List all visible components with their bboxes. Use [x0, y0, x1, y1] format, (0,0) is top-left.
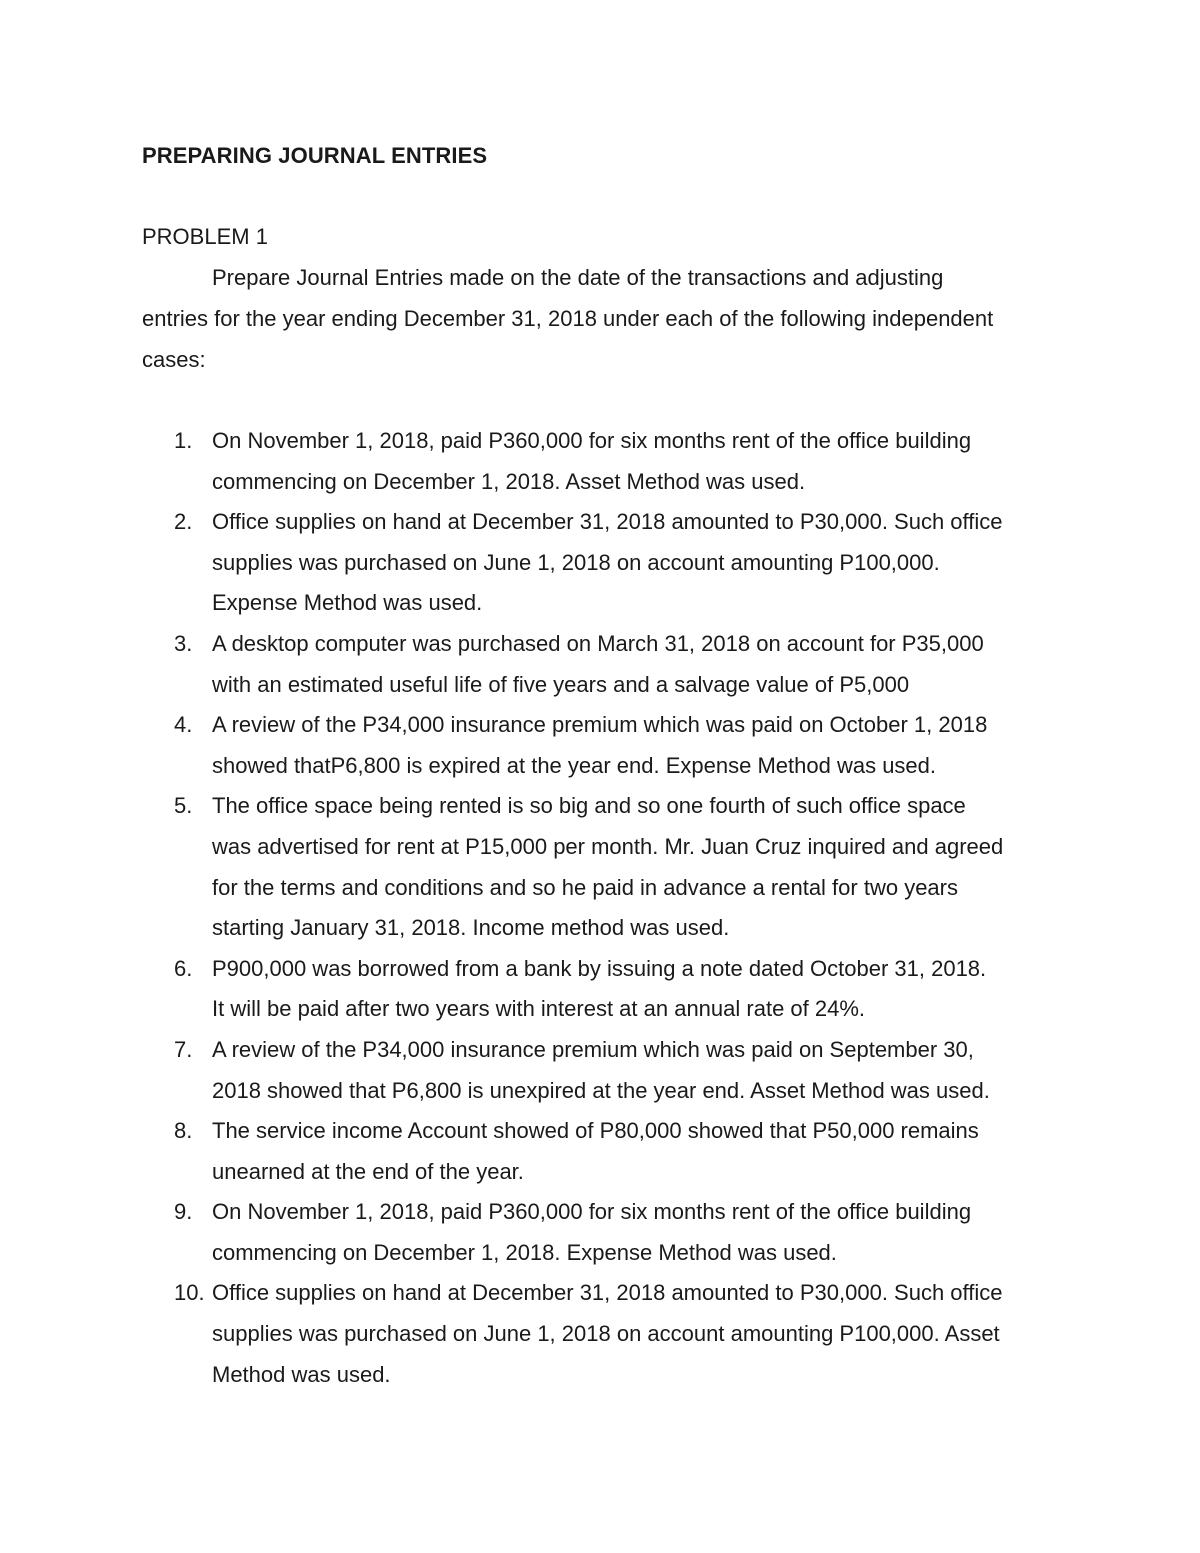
case-text-line: for the terms and conditions and so he paid in advance a rental for two years [212, 874, 958, 900]
case-text-line: commencing on December 1, 2018. Expense Method was used. [212, 1239, 837, 1265]
case-item [0, 1111, 1200, 1192]
case-item [0, 786, 1200, 948]
case-text-line: with an estimated useful life of five years and a salvage value of P5,000 [212, 671, 910, 697]
case-text-line: P900,000 was borrowed from a bank by issuing a note dated October 31, 2018. [212, 955, 987, 981]
case-number: 1. [174, 428, 193, 453]
case-text-line: Office supplies on hand at December 31, 2018 amounted to P30,000. Such office [212, 1280, 1003, 1306]
case-text-line: commencing on December 1, 2018. Asset Method was used. [212, 468, 806, 494]
document-title: PREPARING JOURNAL ENTRIES [142, 143, 488, 168]
case-item [0, 421, 1200, 502]
case-text-line: A review of the P34,000 insurance premium which was paid on October 1, 2018 [212, 712, 988, 738]
case-number: 8. [174, 1118, 193, 1144]
case-item [0, 1030, 1200, 1111]
case-text-line: The office space being rented is so big and so one fourth of such office space [212, 793, 966, 819]
case-text-line: The service income Account showed of P80,000 showed that P50,000 remains [212, 1118, 979, 1144]
case-item [0, 624, 1200, 705]
case-text-line: 2018 showed that P6,800 is unexpired at the year end. Asset Method was used. [212, 1077, 990, 1103]
case-text-line: supplies was purchased on June 1, 2018 on account amounting P100,000. [212, 549, 940, 575]
case-list [0, 421, 1200, 1395]
case-number: 9. [174, 1199, 193, 1225]
case-number: 10. [174, 1280, 205, 1306]
case-text-line: On November 1, 2018, paid P360,000 for six months rent of the office building [212, 1199, 972, 1225]
case-number: 4. [174, 712, 193, 738]
case-item [0, 502, 1200, 624]
instructions-line: Prepare Journal Entries made on the date of the transactions and adjusting [212, 265, 944, 290]
case-text-line: unearned at the end of the year. [212, 1158, 524, 1184]
problem-label: PROBLEM 1 [142, 224, 268, 249]
case-text-line: starting January 31, 2018. Income method was used. [212, 915, 730, 941]
case-item [0, 1192, 1200, 1273]
case-text-line: A review of the P34,000 insurance premium which was paid on September 30, [212, 1036, 974, 1062]
case-text-line: Expense Method was used. [212, 590, 483, 616]
case-item [0, 1273, 1200, 1395]
case-number: 7. [174, 1036, 193, 1062]
case-item [0, 705, 1200, 786]
case-number: 3. [174, 630, 193, 656]
case-text-line: It will be paid after two years with interest at an annual rate of 24%. [212, 996, 866, 1022]
case-text-line: Method was used. [212, 1361, 391, 1387]
case-text-line: supplies was purchased on June 1, 2018 on account amounting P100,000. Asset [212, 1321, 1000, 1347]
case-number: 6. [174, 955, 193, 981]
case-text-line: A desktop computer was purchased on March 31, 2018 on account for P35,000 [212, 630, 984, 656]
case-number: 5. [174, 793, 193, 819]
instructions-line: cases: [142, 347, 206, 372]
instructions-paragraph [142, 257, 1072, 380]
case-number: 2. [174, 509, 193, 535]
case-text-line: showed thatP6,800 is expired at the year end. Expense Method was used. [212, 752, 937, 778]
case-text-line: was advertised for rent at P15,000 per month. Mr. Juan Cruz inquired and agreed [212, 833, 1004, 859]
case-item [0, 949, 1200, 1030]
case-text-line: On November 1, 2018, paid P360,000 for six months rent of the office building [212, 428, 972, 453]
case-text-line: Office supplies on hand at December 31, 2018 amounted to P30,000. Such office [212, 509, 1003, 535]
instructions-line: entries for the year ending December 31, 2018 under each of the following independent [142, 306, 994, 331]
